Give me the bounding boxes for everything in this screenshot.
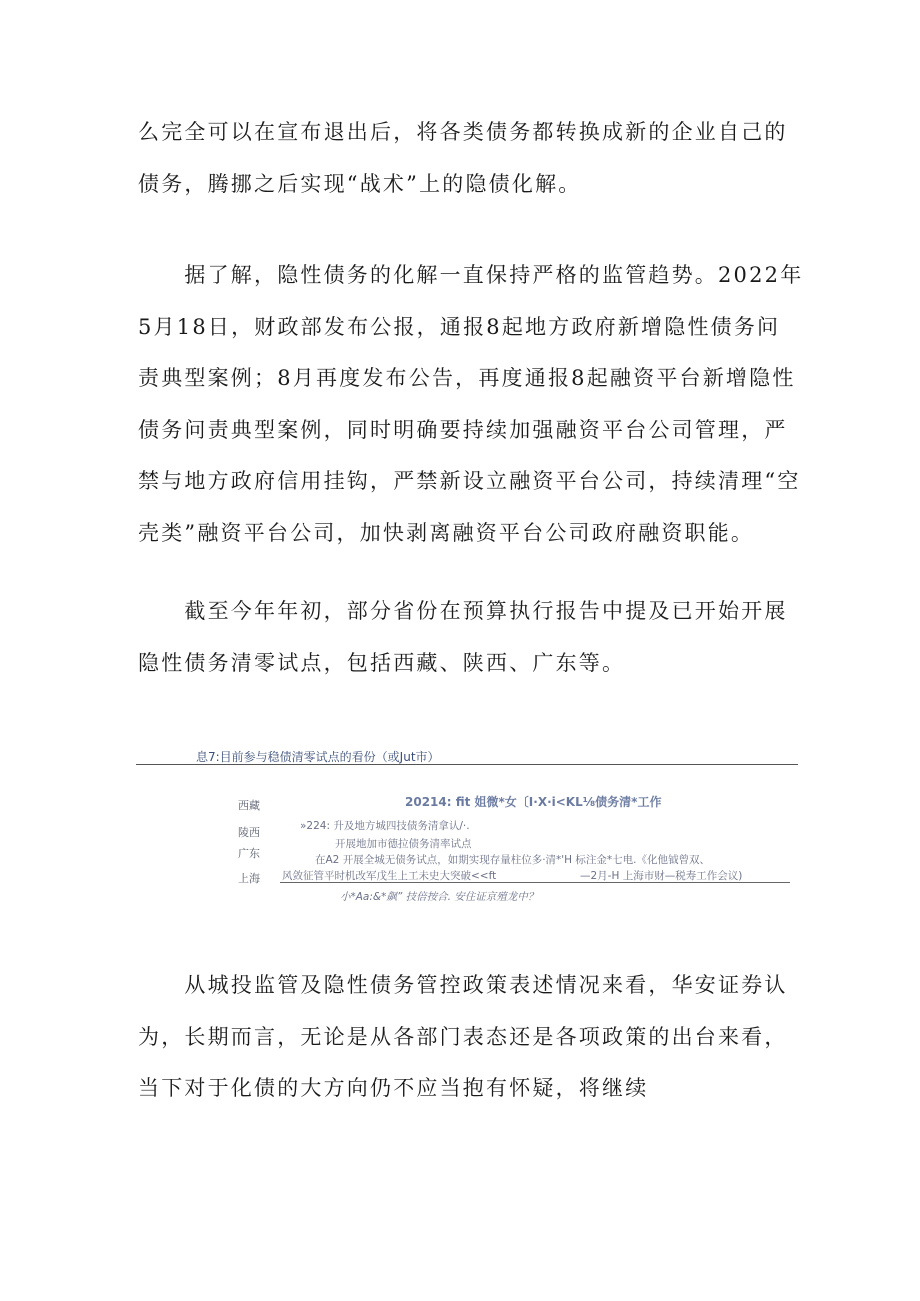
figure-row: »224: 升及地方城四技债务清拿认/·. bbox=[300, 820, 470, 832]
paragraph-line: 隐性债务清零试点，包括西藏、陕西、广东等。 bbox=[138, 650, 626, 675]
paragraph-2 bbox=[138, 250, 804, 559]
paragraph-line: 债务问责典型案例，同时明确要持续加强融资平台公司管理，严 bbox=[138, 417, 788, 442]
paragraph-line: 据了解，隐性债务的化解一直保持严格的监管趋势。2022年 bbox=[138, 263, 804, 287]
figure-top-rule bbox=[136, 764, 798, 765]
paragraph-line: 当下对于化债的大方向仍不应当抱有怀疑，将继续 bbox=[138, 1076, 649, 1100]
region-label: 陵西 bbox=[238, 826, 260, 839]
figure-bottom-rule bbox=[280, 882, 790, 883]
figure-caption: 息7:目前参与稳债清零试点的看份（或Jut市） bbox=[196, 750, 440, 764]
paragraph-line: 从城投监管及隐性债务管控政策表述情况来看，华安证券认 bbox=[138, 973, 788, 997]
region-label: 西藏 bbox=[238, 799, 260, 812]
paragraph-line: 禁与地方政府信用挂钩，严禁新设立融资平台公司，持续清理“空 bbox=[138, 469, 801, 493]
region-label: 广东 bbox=[238, 847, 260, 860]
figure-row: 在A2 开展全城无债务试点，如期实现存量柱位多·清*'H 标注金*七电.《化他钺曾双、 bbox=[315, 854, 710, 866]
figure-source: 小*Aa:&*飙” 技倍按合. 安住证京殖龙中？ bbox=[340, 891, 539, 903]
paragraph-line: 5月18日，财政部发布公报，通报8起地方政府新增隐性债务问 bbox=[138, 314, 781, 339]
region-label: 上海 bbox=[238, 872, 260, 885]
paragraph-line: 债务，腾挪之后实现“战术”上的隐债化解。 bbox=[138, 171, 582, 196]
figure-row: 20214: fit 姐微*女〔I·X·i<KL⅛债务清*工作 bbox=[405, 795, 662, 809]
figure-row: 开展地加市德拉债务清率试点 bbox=[335, 838, 472, 850]
paragraph-line: 壳类”融资平台公司，加快剥离融资平台公司政府融资职能。 bbox=[138, 520, 755, 545]
paragraph-line: 责典型案例；8月再度发布公告，再度通报8起融资平台新增隐性 bbox=[138, 366, 796, 390]
paragraph-3 bbox=[138, 586, 800, 689]
paragraph-line: 截至今年年初，部分省份在预算执行报告中提及已开始开展 bbox=[138, 599, 788, 623]
paragraph-1 bbox=[138, 107, 800, 210]
paragraph-line: 么完全可以在宣布退出后，将各类债务都转换成新的企业自己的 bbox=[138, 120, 788, 144]
paragraph-line: 为，长期而言，无论是从各部门表态还是各项政策的出台来看， bbox=[138, 1024, 788, 1049]
figure-row: —2月-H 上海市财—税寿工作会议) bbox=[580, 870, 743, 882]
figure-row: 风敛征管平时机改军戊生上工未史大突破<<ft bbox=[282, 870, 497, 882]
paragraph-4 bbox=[138, 960, 800, 1115]
